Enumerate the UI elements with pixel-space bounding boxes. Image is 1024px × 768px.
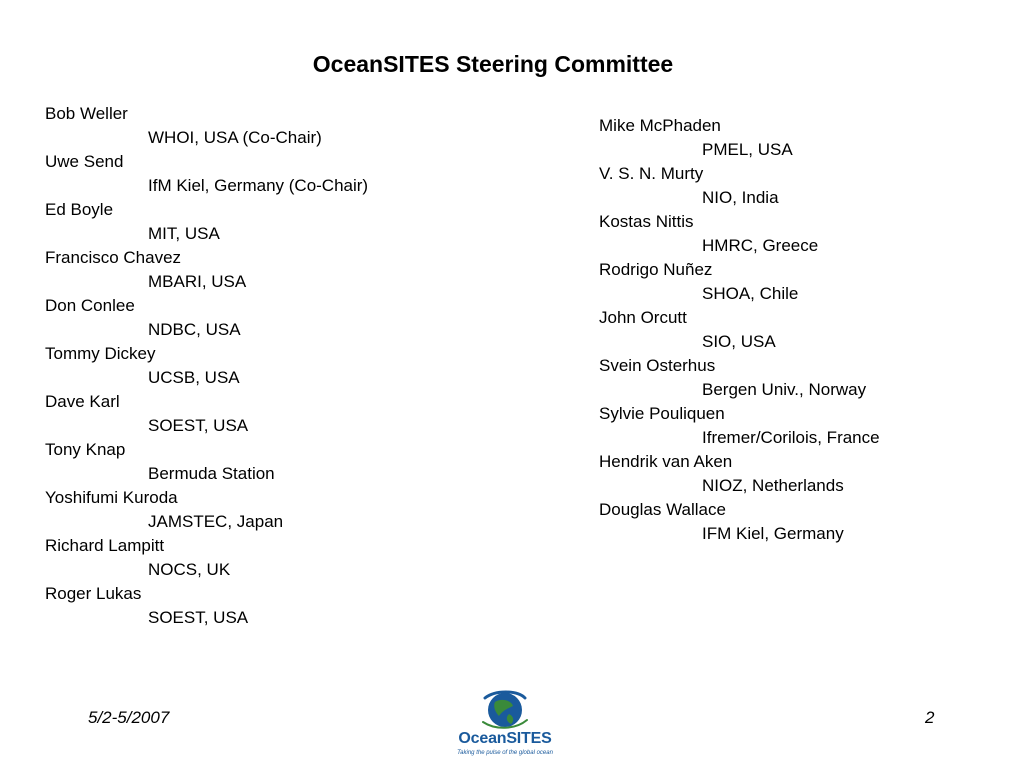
member-name: Svein Osterhus bbox=[599, 356, 716, 375]
member-name: Ed Boyle bbox=[45, 200, 114, 219]
members-right-column bbox=[599, 114, 880, 546]
member-name: V. S. N. Murty bbox=[599, 164, 704, 183]
member-entry bbox=[45, 582, 368, 630]
member-affiliation: NIOZ, Netherlands bbox=[702, 476, 844, 495]
member-entry bbox=[599, 210, 880, 258]
member-name: Tony Knap bbox=[45, 440, 126, 459]
logo-tagline: Taking the pulse of the global ocean bbox=[457, 750, 553, 756]
member-affiliation: NIO, India bbox=[702, 188, 779, 207]
member-name: Yoshifumi Kuroda bbox=[45, 488, 178, 507]
member-name: Bob Weller bbox=[45, 104, 128, 123]
member-affiliation: Bergen Univ., Norway bbox=[702, 380, 867, 399]
members-left-column bbox=[45, 102, 368, 630]
member-name: Don Conlee bbox=[45, 296, 135, 315]
member-name: Hendrik van Aken bbox=[599, 452, 733, 471]
member-affiliation: IFM Kiel, Germany bbox=[702, 524, 844, 543]
member-entry bbox=[599, 402, 880, 450]
member-entry bbox=[45, 390, 368, 438]
member-affiliation: SIO, USA bbox=[702, 332, 776, 351]
member-affiliation: UCSB, USA bbox=[148, 368, 240, 387]
member-name: Richard Lampitt bbox=[45, 536, 165, 555]
member-name: Sylvie Pouliquen bbox=[599, 404, 725, 423]
member-entry bbox=[45, 198, 368, 246]
member-entry bbox=[45, 486, 368, 534]
slide-title: OceanSITES Steering Committee bbox=[312, 51, 674, 77]
oceansites-logo bbox=[455, 688, 555, 762]
member-entry bbox=[599, 258, 880, 306]
page-number: 2 bbox=[925, 708, 935, 727]
member-name: Dave Karl bbox=[45, 392, 120, 411]
member-entry bbox=[599, 306, 880, 354]
member-entry bbox=[45, 534, 368, 582]
member-name: Mike McPhaden bbox=[599, 116, 721, 135]
member-affiliation: SOEST, USA bbox=[148, 608, 249, 627]
member-affiliation: SHOA, Chile bbox=[702, 284, 799, 303]
member-affiliation: MIT, USA bbox=[148, 224, 220, 243]
member-affiliation: PMEL, USA bbox=[702, 140, 793, 159]
member-affiliation: Ifremer/Corilois, France bbox=[702, 428, 880, 447]
logo-wordmark: OceanSITES bbox=[458, 730, 552, 747]
member-name: John Orcutt bbox=[599, 308, 687, 327]
globe-swirl-icon bbox=[455, 688, 555, 732]
member-entry bbox=[599, 162, 880, 210]
member-affiliation: SOEST, USA bbox=[148, 416, 249, 435]
member-affiliation: Bermuda Station bbox=[148, 464, 275, 483]
member-affiliation: HMRC, Greece bbox=[702, 236, 819, 255]
member-name: Kostas Nittis bbox=[599, 212, 694, 231]
member-entry bbox=[45, 438, 368, 486]
member-entry bbox=[45, 246, 368, 294]
member-affiliation: NDBC, USA bbox=[148, 320, 241, 339]
member-entry bbox=[599, 354, 880, 402]
member-entry bbox=[599, 498, 880, 546]
member-entry bbox=[45, 102, 368, 150]
member-name: Francisco Chavez bbox=[45, 248, 182, 267]
member-affiliation: WHOI, USA (Co-Chair) bbox=[148, 128, 322, 147]
member-name: Douglas Wallace bbox=[599, 500, 726, 519]
member-name: Rodrigo Nuñez bbox=[599, 260, 713, 279]
member-entry bbox=[599, 450, 880, 498]
member-affiliation: JAMSTEC, Japan bbox=[148, 512, 284, 531]
member-affiliation: MBARI, USA bbox=[148, 272, 247, 291]
footer-date: 5/2-5/2007 bbox=[88, 708, 170, 727]
member-name: Roger Lukas bbox=[45, 584, 142, 603]
member-entry bbox=[45, 150, 368, 198]
member-affiliation: IfM Kiel, Germany (Co-Chair) bbox=[148, 176, 369, 195]
member-name: Uwe Send bbox=[45, 152, 124, 171]
member-name: Tommy Dickey bbox=[45, 344, 156, 363]
member-entry bbox=[45, 342, 368, 390]
member-entry bbox=[599, 114, 880, 162]
member-affiliation: NOCS, UK bbox=[148, 560, 231, 579]
member-entry bbox=[45, 294, 368, 342]
